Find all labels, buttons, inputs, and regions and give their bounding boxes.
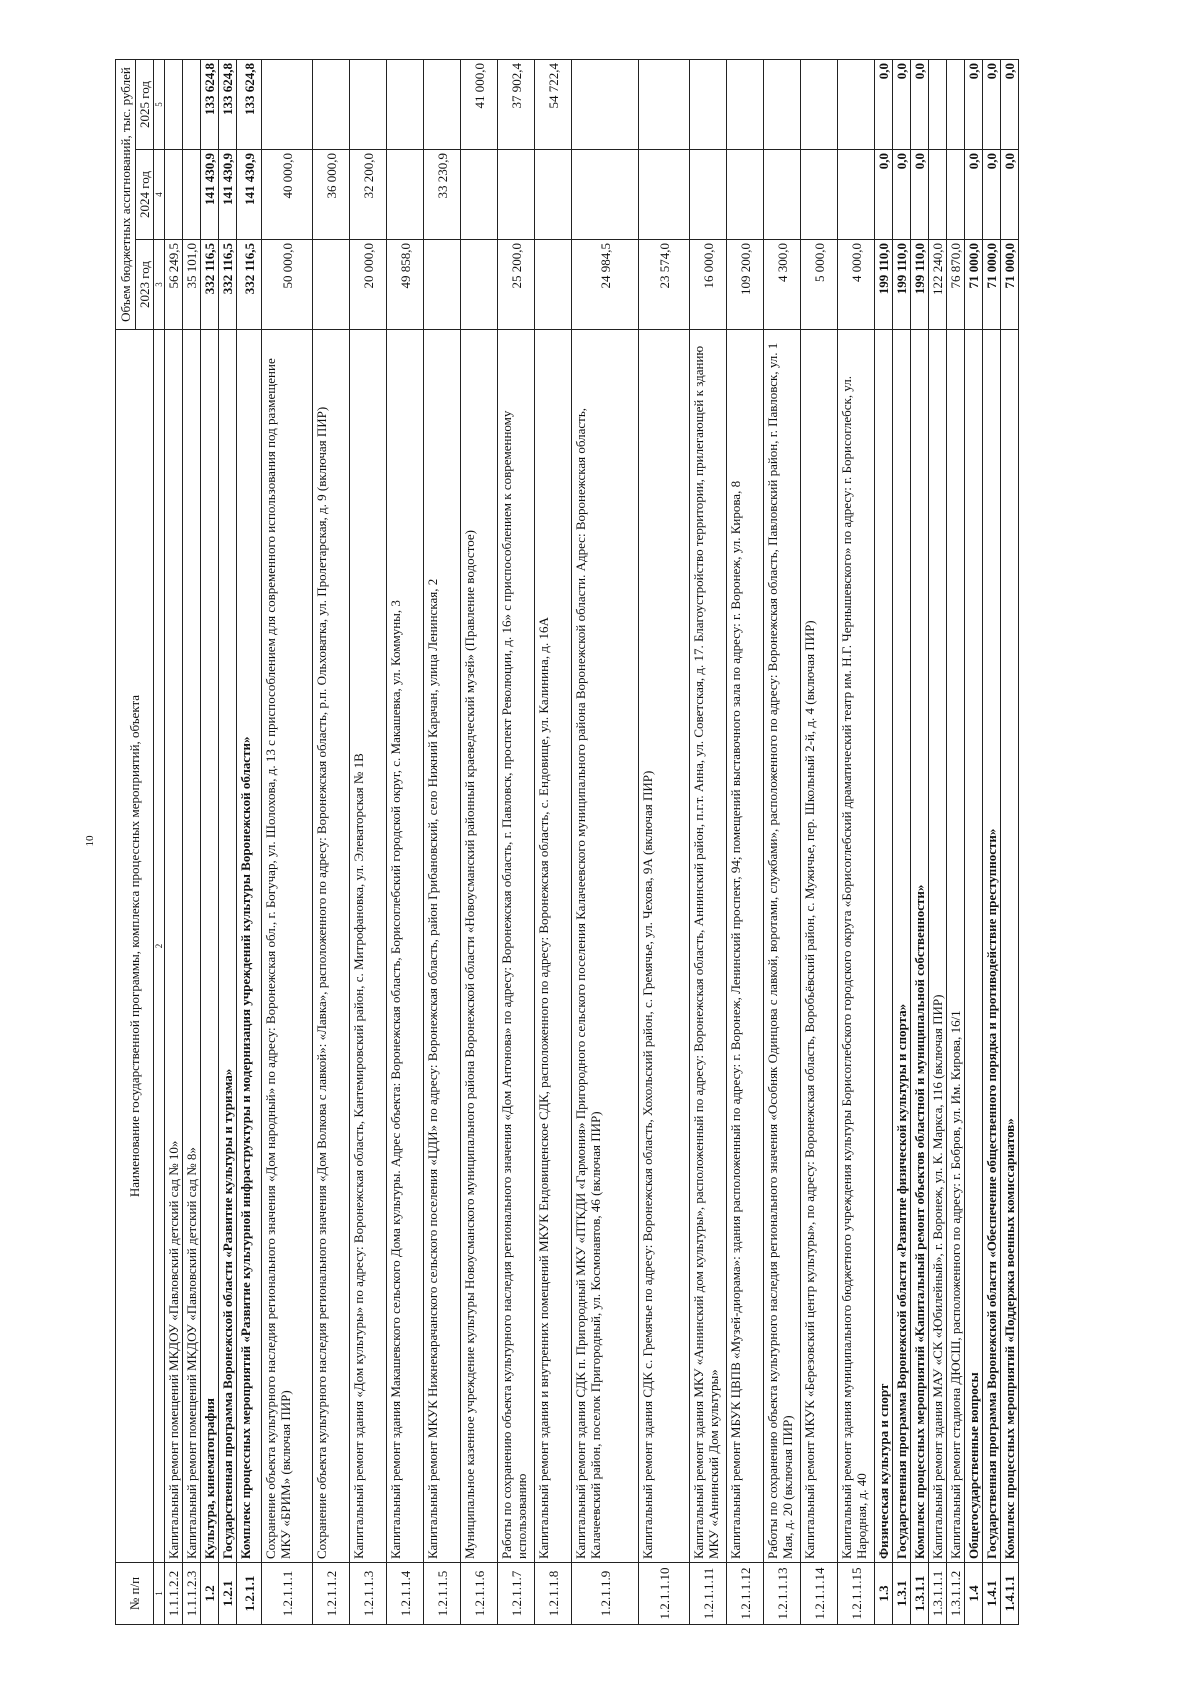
row-value-2024 (947, 150, 965, 240)
row-number: 1.2.1.1.15 (838, 1563, 875, 1625)
row-number: 1.2.1.1.5 (424, 1563, 461, 1625)
row-value-2023 (313, 240, 350, 330)
row-value-2025: 133 624,8 (201, 60, 219, 150)
row-name: Государственная программа Воронежской области «Развитие физической культуры и спорта» (893, 330, 911, 1563)
row-number: 1.2.1.1.14 (801, 1563, 838, 1625)
row-name: Капитальный ремонт стадиона ДЮСШ, расположенного по адресу: г. Бобров, ул. Им. Кирова, 16/1 (947, 330, 965, 1563)
table-row (911, 60, 929, 1625)
table-row (201, 60, 219, 1625)
row-number: 1.2 (201, 1563, 219, 1625)
row-value-2023: 71 000,0 (983, 240, 1001, 330)
row-number: 1.4.1.1 (1001, 1563, 1019, 1625)
header-year-2023: 2023 год (136, 240, 154, 330)
row-value-2023: 20 000,0 (350, 240, 387, 330)
header-index-4: 4 (154, 150, 165, 240)
row-value-2024 (183, 150, 201, 240)
row-value-2023: 199 110,0 (893, 240, 911, 330)
table-row (498, 60, 535, 1625)
header-index-1: 1 (154, 1563, 165, 1625)
row-value-2024: 0,0 (893, 150, 911, 240)
row-value-2024 (165, 150, 183, 240)
header-col-num: № п/п (116, 1563, 154, 1625)
row-name: Работы по сохранению объекта культурного наследия регионального значения «Особняк Одинцова с лавкой, воротами, службами», расположенного по адресу: Воронежская область, Павловский район, г. Павловск, ул. 1 Мая, д. 20 (включая ПИР) (764, 330, 801, 1563)
row-value-2024 (572, 150, 639, 240)
row-value-2025 (262, 60, 313, 150)
row-value-2023 (461, 240, 498, 330)
row-name: Капитальный ремонт помещений МКДОУ «Павловский детский сад № 10» (165, 330, 183, 1563)
row-number: 1.2.1.1.13 (764, 1563, 801, 1625)
table-row (1001, 60, 1019, 1625)
table-row (237, 60, 262, 1625)
row-value-2024: 141 430,9 (237, 150, 262, 240)
table-row (165, 60, 183, 1625)
row-value-2025 (801, 60, 838, 150)
table-row (947, 60, 965, 1625)
row-value-2024 (929, 150, 947, 240)
row-value-2024: 0,0 (911, 150, 929, 240)
row-value-2024 (801, 150, 838, 240)
row-value-2024: 32 200,0 (350, 150, 387, 240)
row-name: Физическая культура и спорт (875, 330, 893, 1563)
row-value-2023: 71 000,0 (1001, 240, 1019, 330)
row-value-2025 (929, 60, 947, 150)
row-number: 1.3.1 (893, 1563, 911, 1625)
budget-table (115, 59, 1019, 1625)
row-value-2025 (183, 60, 201, 150)
table-row (893, 60, 911, 1625)
row-name: Капитальный ремонт помещений МКДОУ «Павловский детский сад № 8» (183, 330, 201, 1563)
row-name: Комплекс процессных мероприятий «Капитальный ремонт объектов областной и муниципальной собственности» (911, 330, 929, 1563)
row-value-2024 (690, 150, 727, 240)
row-value-2023: 35 101,0 (183, 240, 201, 330)
header-col-volume: Объем бюджетных ассигнований, тыс. рублей (116, 60, 136, 330)
row-value-2023: 332 116,5 (201, 240, 219, 330)
row-number: 1.1.1.2.2 (165, 1563, 183, 1625)
row-value-2025 (947, 60, 965, 150)
row-number: 1.2.1.1.9 (572, 1563, 639, 1625)
row-number: 1.2.1.1.4 (387, 1563, 424, 1625)
row-value-2025: 133 624,8 (219, 60, 237, 150)
row-number: 1.3.1.1.2 (947, 1563, 965, 1625)
table-row (929, 60, 947, 1625)
header-year-2024: 2024 год (136, 150, 154, 240)
row-value-2024: 40 000,0 (262, 150, 313, 240)
table-row (262, 60, 313, 1625)
row-name: Общегосударственные вопросы (965, 330, 983, 1563)
row-name: Капитальный ремонт здания «Дом культуры» по адресу: Воронежская область, Кантемировский район, с. Митрофановка, ул. Элеваторская № 1В (350, 330, 387, 1563)
row-value-2023: 122 240,0 (929, 240, 947, 330)
table-row (727, 60, 764, 1625)
row-value-2023: 332 116,5 (237, 240, 262, 330)
row-value-2024: 0,0 (1001, 150, 1019, 240)
row-value-2023: 50 000,0 (262, 240, 313, 330)
row-value-2025: 0,0 (893, 60, 911, 150)
row-number: 1.3.1.1 (911, 1563, 929, 1625)
row-value-2024: 0,0 (965, 150, 983, 240)
row-value-2025: 0,0 (875, 60, 893, 150)
row-value-2024: 141 430,9 (219, 150, 237, 240)
table-row (313, 60, 350, 1625)
row-number: 1.3.1.1.1 (929, 1563, 947, 1625)
row-number: 1.2.1.1.11 (690, 1563, 727, 1625)
row-value-2025 (690, 60, 727, 150)
row-value-2024 (461, 150, 498, 240)
table-row (424, 60, 461, 1625)
row-name: Работы по сохранению объекта культурного наследия регионального значения «Дом Антонова» по адресу: Воронежская область, г. Павловск, проспект Революции, д. 16» с приспособлением к современному использованию (498, 330, 535, 1563)
row-value-2023 (535, 240, 572, 330)
row-value-2024: 0,0 (983, 150, 1001, 240)
row-value-2023: 4 300,0 (764, 240, 801, 330)
table-row (183, 60, 201, 1625)
header-index-5: 5 (154, 60, 165, 150)
table-row (801, 60, 838, 1625)
row-number: 1.2.1.1 (237, 1563, 262, 1625)
rotated-page (115, 60, 1120, 1625)
row-value-2024 (838, 150, 875, 240)
table-row (983, 60, 1001, 1625)
table-row (350, 60, 387, 1625)
row-name: Капитальный ремонт здания муниципального бюджетного учреждения культуры Борисоглебского городского округа «Борисоглебский драматический театр им. Н.Г. Чернышевского» по адресу: г. Борисоглебск, ул. Народная, д. 40 (838, 330, 875, 1563)
row-value-2025: 54 722,4 (535, 60, 572, 150)
row-name: Государственная программа Воронежской области «Обеспечение общественного порядка и противодействие преступности» (983, 330, 1001, 1563)
row-name: Сохранение объекта культурного наследия регионального значения «Дом Волкова с лавкой»: «Лавка», расположенного по адресу: Воронежская область, р.п. Ольховатка, ул. Пролетарская, д. 9 (включая ПИР) (313, 330, 350, 1563)
row-value-2023 (424, 240, 461, 330)
row-value-2025 (572, 60, 639, 150)
row-value-2023: 25 200,0 (498, 240, 535, 330)
table-row (387, 60, 424, 1625)
row-number: 1.2.1.1.3 (350, 1563, 387, 1625)
row-value-2025: 0,0 (1001, 60, 1019, 150)
table-row (219, 60, 237, 1625)
row-number: 1.2.1.1.10 (639, 1563, 690, 1625)
row-name: Сохранение объекта культурного наследия регионального значения «Дом народный» по адресу: Воронежская обл., г. Богучар, ул. Шолохова, д. 13 с приспособлением для современного использования под размещение МКУ «БРИМ» (включая ПИР) (262, 330, 313, 1563)
row-name: Капитальный ремонт МКУК Нижнекарачанского сельского поселения «ЦДИ» по адресу: Воронежская область, район Грибановский, село Нижний Карачан, улица Ленинская, 2 (424, 330, 461, 1563)
row-value-2023: 49 858,0 (387, 240, 424, 330)
row-value-2025 (639, 60, 690, 150)
row-value-2025 (165, 60, 183, 150)
row-number: 1.2.1.1.2 (313, 1563, 350, 1625)
row-value-2023: 5 000,0 (801, 240, 838, 330)
row-number: 1.4 (965, 1563, 983, 1625)
row-name: Капитальный ремонт здания СДК с. Гремячье по адресу: Воронежская область, Хохольский район, с. Гремячье, ул. Чехова, 9А (включая ПИР) (639, 330, 690, 1563)
row-name: Капитальный ремонт здания МКУ «Аннинский дом культуры», расположенный по адресу: Воронежская область, Аннинский район, п.г.т. Анна, ул. Советская, д. 17. Благоустройство территории, прилегающей к зданию МКУ «Аннинский Дом культуры» (690, 330, 727, 1563)
row-value-2025 (350, 60, 387, 150)
row-value-2025: 0,0 (911, 60, 929, 150)
row-number: 1.2.1 (219, 1563, 237, 1625)
header-col-name: Наименование государственной программы, комплекса процессных мероприятий, объекта (116, 330, 154, 1563)
row-value-2025 (764, 60, 801, 150)
row-name: Комплекс процессных мероприятий «Развитие культурной инфраструктуры и модернизация учреждений культуры Воронежской области» (237, 330, 262, 1563)
row-value-2025 (838, 60, 875, 150)
row-value-2025: 133 624,8 (237, 60, 262, 150)
header-year-2025: 2025 год (136, 60, 154, 150)
row-value-2023: 71 000,0 (965, 240, 983, 330)
row-value-2024 (535, 150, 572, 240)
table-row (965, 60, 983, 1625)
row-name: Капитальный ремонт здания МАУ «СК «Юбилейный», г. Воронеж, ул. К. Маркса, 116 (включая ПИР) (929, 330, 947, 1563)
row-value-2025: 0,0 (983, 60, 1001, 150)
table-row (690, 60, 727, 1625)
table-row (875, 60, 893, 1625)
table-body (165, 60, 1019, 1625)
row-value-2023: 23 574,0 (639, 240, 690, 330)
row-value-2024: 0,0 (875, 150, 893, 240)
row-name: Капитальный ремонт здания СДК п. Пригородный МКУ «ПТКДИ «Гармония» Пригородного сельского поселения Калачеевского муниципального района Воронежской области. Адрес: Воронежская область, Калачеевский район, поселок Пригородный, ул. Космонавтов, 46 (включая ПИР) (572, 330, 639, 1563)
row-number: 1.2.1.1.7 (498, 1563, 535, 1625)
header-index-2: 2 (154, 330, 165, 1563)
row-name: Капитальный ремонт МБУК ЦВПВ «Музей-диорама»: здания расположенный по адресу: г. Воронеж, Ленинский проспект, 94; помещений выставочного зала по адресу: г. Воронеж, ул. Кирова, 8 (727, 330, 764, 1563)
table-row (572, 60, 639, 1625)
row-value-2025: 37 902,4 (498, 60, 535, 150)
row-value-2025 (313, 60, 350, 150)
header-index-3: 3 (154, 240, 165, 330)
row-value-2024: 33 230,9 (424, 150, 461, 240)
row-value-2025 (424, 60, 461, 150)
row-number: 1.3 (875, 1563, 893, 1625)
page-number: 10 (84, 835, 96, 847)
row-number: 1.2.1.1.8 (535, 1563, 572, 1625)
row-value-2024 (639, 150, 690, 240)
row-value-2025: 41 000,0 (461, 60, 498, 150)
row-value-2023: 16 000,0 (690, 240, 727, 330)
row-name: Капитальный ремонт здания и внутренних помещений МКУК Ендовищенское СДК, расположенного по адресу: Воронежская область, с. Ендовище, ул. Калинина, д. 16А (535, 330, 572, 1563)
row-name: Муниципальное казенное учреждение культуры Новоусманского муниципального района Воронежской области «Новоусманский районный краеведческий музей» (Правление водостое) (461, 330, 498, 1563)
row-value-2024 (387, 150, 424, 240)
row-name: Государственная программа Воронежской области «Развитие культуры и туризма» (219, 330, 237, 1563)
row-name: Комплекс процессных мероприятий «Поддержка военных комиссариатов» (1001, 330, 1019, 1563)
row-name: Капитальный ремонт МКУК «Березовский центр культуры», по адресу: Воронежская область, Воробьёвский район, с. Мужичье, пер. Школьный 2-й, д. 4 (включая ПИР) (801, 330, 838, 1563)
row-value-2024 (727, 150, 764, 240)
row-value-2023: 199 110,0 (875, 240, 893, 330)
row-value-2023: 109 200,0 (727, 240, 764, 330)
row-name: Капитальный ремонт здания Макашевского сельского Дома культуры. Адрес объекта: Воронежская область, Борисоглебский городской округ, с. Макашевка, ул. Коммуны, 3 (387, 330, 424, 1563)
table-row (764, 60, 801, 1625)
row-number: 1.4.1 (983, 1563, 1001, 1625)
row-value-2025: 0,0 (965, 60, 983, 150)
row-number: 1.2.1.1.12 (727, 1563, 764, 1625)
row-number: 1.2.1.1.6 (461, 1563, 498, 1625)
row-value-2023: 199 110,0 (911, 240, 929, 330)
row-value-2023: 4 000,0 (838, 240, 875, 330)
row-value-2024 (764, 150, 801, 240)
row-value-2025 (387, 60, 424, 150)
row-value-2023: 24 984,5 (572, 240, 639, 330)
row-value-2023: 56 249,5 (165, 240, 183, 330)
table-row (639, 60, 690, 1625)
row-number: 1.1.1.2.3 (183, 1563, 201, 1625)
table-row (461, 60, 498, 1625)
table-row (838, 60, 875, 1625)
row-name: Культура, кинематография (201, 330, 219, 1563)
row-value-2024: 141 430,9 (201, 150, 219, 240)
row-number: 1.2.1.1.1 (262, 1563, 313, 1625)
row-value-2023: 76 870,0 (947, 240, 965, 330)
row-value-2024: 36 000,0 (313, 150, 350, 240)
table-row (535, 60, 572, 1625)
row-value-2025 (727, 60, 764, 150)
row-value-2024 (498, 150, 535, 240)
row-value-2023: 332 116,5 (219, 240, 237, 330)
